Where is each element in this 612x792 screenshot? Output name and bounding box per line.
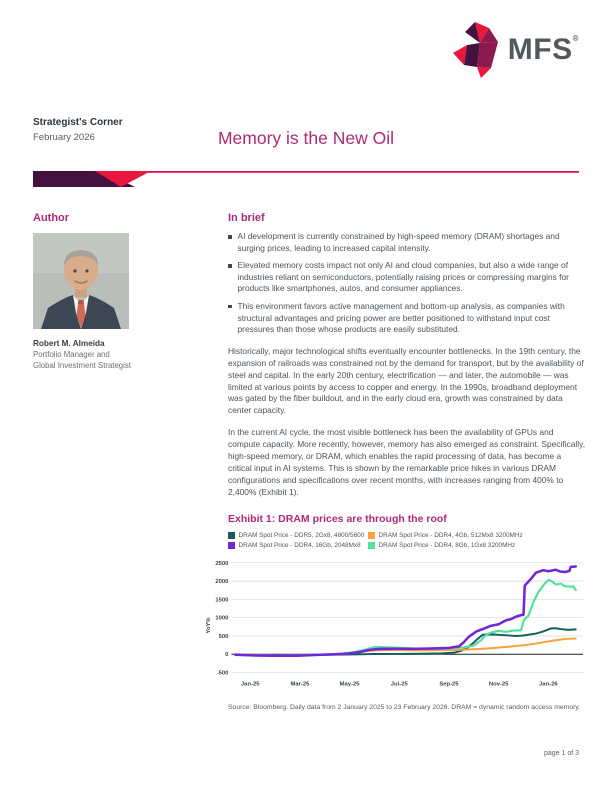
svg-text:2500: 2500 bbox=[215, 560, 229, 567]
svg-text:1000: 1000 bbox=[215, 615, 229, 622]
svg-text:YoY%: YoY% bbox=[205, 617, 212, 634]
dram-price-line-chart bbox=[202, 555, 586, 698]
legend-swatch bbox=[368, 542, 375, 549]
series-line-3 bbox=[235, 566, 575, 655]
bullet-icon bbox=[228, 264, 232, 268]
publication-date: February 2026 bbox=[33, 132, 95, 143]
chart-legend bbox=[228, 532, 586, 549]
bullet-icon bbox=[228, 235, 232, 239]
source-note: Source: Bloomberg. Daily data from 2 January 2025 to 23 February 2026. DRAM = dynamic random access memory. bbox=[228, 703, 581, 711]
body-paragraph-2: In the current AI cycle, the most visible bottleneck has been the availability of GPUs and compute capacity. More recently, however, memory has also emerged as constraint. Specifically, high-speed memory, or DRAM, which enables the rapid processing of data, has become a critical input in AI systems. This is shown by the remarkable price hikes in various DRAM configurations and specifications over recent months, with increases ranging from 400% to 2,400% (Exhibit 1). bbox=[228, 427, 586, 497]
list-item: This environment favors active management and bottom-up analysis, as companies with structural advantages and pricing power are better positioned to withstand input cost pressures than those whose products are easily substituted. bbox=[228, 301, 586, 336]
legend-swatch bbox=[228, 532, 235, 539]
svg-text:Jan-25: Jan-25 bbox=[240, 681, 260, 688]
bullet-icon bbox=[228, 305, 232, 309]
svg-text:2000: 2000 bbox=[215, 578, 229, 585]
svg-text:Sep-25: Sep-25 bbox=[439, 681, 459, 688]
mfs-logo bbox=[453, 22, 579, 78]
series-line-1 bbox=[235, 628, 575, 655]
legend-swatch bbox=[368, 532, 375, 539]
author-heading: Author bbox=[33, 212, 70, 224]
svg-text:Jan-26: Jan-26 bbox=[539, 681, 558, 688]
svg-text:-500: -500 bbox=[216, 670, 229, 677]
legend-item: DRAM Spot Price - DDR5, 2Gx8, 4800/5600 bbox=[228, 532, 368, 539]
author-section bbox=[33, 212, 203, 372]
svg-text:Jul-25: Jul-25 bbox=[390, 681, 408, 688]
in-brief-heading: In brief bbox=[228, 212, 265, 224]
legend-item: DRAM Spot Price - DDR4, 16Gb, 2048Mx8 bbox=[228, 542, 368, 549]
author-photo bbox=[33, 233, 129, 329]
mfs-logo-text: MFS® bbox=[507, 33, 579, 66]
svg-text:Nov-25: Nov-25 bbox=[488, 681, 509, 688]
page-title: Memory is the New Oil bbox=[217, 128, 394, 148]
legend-item: DRAM Spot Price - DDR4, 8Gb, 1Gx8 3200MHz bbox=[368, 542, 586, 549]
page-number: page 1 of 3 bbox=[543, 750, 579, 757]
author-name: Robert M. Almeida bbox=[33, 339, 105, 348]
exhibit-title: Exhibit 1: DRAM prices are through the roof bbox=[228, 512, 447, 525]
legend-item: DRAM Spot Price - DDR4, 4Gb, 512Mx8 3200MHz bbox=[368, 532, 586, 539]
mfs-logo-mark bbox=[453, 22, 501, 78]
decorative-band bbox=[33, 171, 579, 187]
publication-kicker: Strategist's Corner bbox=[33, 117, 123, 128]
main-content bbox=[205, 212, 586, 711]
legend-swatch bbox=[228, 542, 235, 549]
svg-text:Mar-25: Mar-25 bbox=[290, 681, 310, 688]
list-item: Elevated memory costs impact not only AI and cloud companies, but also a wide range of industries reliant on semiconductors, potentially raising prices or compressing margins for products like smartphones, autos, and consumer appliances. bbox=[228, 260, 586, 295]
in-brief-list bbox=[228, 231, 586, 336]
svg-text:May-25: May-25 bbox=[339, 681, 360, 688]
svg-text:1500: 1500 bbox=[215, 597, 229, 604]
svg-text:0: 0 bbox=[225, 652, 229, 659]
body-paragraph-1: Historically, major technological shifts eventually encounter bottlenecks. In the 19th century, the expansion of railroads was constrained not by the demand for transport, but by the availability of steel and capital. In the early 20th century, electrification — and later, the automobile — was limited at various points by access to copper and energy. In the 1990s, broadband deployment was gated by the fiber buildout, and in the early cloud era, growth was constrained by data center capacity. bbox=[228, 345, 584, 416]
author-role: Portfolio Manager and Global Investment Strategist bbox=[33, 350, 131, 370]
svg-text:500: 500 bbox=[218, 633, 229, 640]
series-line-2 bbox=[235, 638, 575, 655]
list-item: AI development is currently constrained by high-speed memory (DRAM) shortages and surging prices, leading to increased capital intensity. bbox=[228, 231, 586, 254]
